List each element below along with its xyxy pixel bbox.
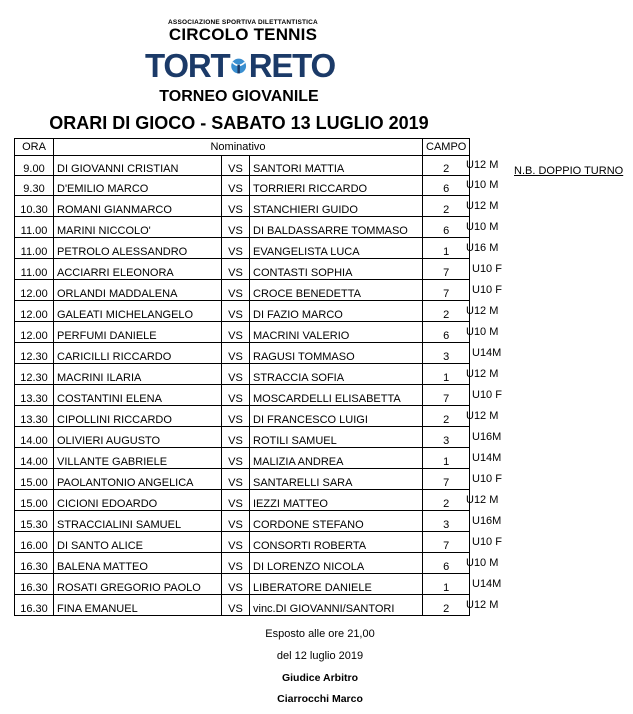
versus-label: VS bbox=[222, 595, 250, 616]
category-label: U10 F bbox=[472, 389, 502, 401]
match-time: 15.00 bbox=[15, 490, 54, 511]
category-label: U10 F bbox=[472, 284, 502, 296]
player-two: CROCE BENEDETTA bbox=[250, 280, 423, 301]
player-two: STANCHIERI GUIDO bbox=[250, 196, 423, 217]
player-two: DI FRANCESCO LUIGI bbox=[250, 406, 423, 427]
table-row bbox=[15, 322, 470, 343]
category-label: U10 M bbox=[466, 557, 499, 569]
referee-title: Giudice Arbitro bbox=[281, 672, 359, 684]
match-time: 12.00 bbox=[15, 301, 54, 322]
match-time: 15.00 bbox=[15, 469, 54, 490]
player-one: ACCIARRI ELEONORA bbox=[54, 259, 222, 280]
versus-label: VS bbox=[222, 385, 250, 406]
versus-label: VS bbox=[222, 176, 250, 196]
player-two: CONSORTI ROBERTA bbox=[250, 532, 423, 553]
category-label: U14M bbox=[472, 347, 502, 359]
court-number: 2 bbox=[423, 595, 470, 616]
player-two: TORRIERI RICCARDO bbox=[250, 176, 423, 196]
table-row bbox=[15, 176, 470, 196]
logo-text-right: RETO bbox=[248, 47, 335, 84]
logo-text-left: TORT bbox=[145, 47, 230, 84]
table-row bbox=[15, 448, 470, 469]
table-row bbox=[15, 490, 470, 511]
versus-label: VS bbox=[222, 301, 250, 322]
category-label: U10 F bbox=[472, 473, 502, 485]
versus-label: VS bbox=[222, 511, 250, 532]
versus-label: VS bbox=[222, 448, 250, 469]
court-number: 7 bbox=[423, 280, 470, 301]
versus-label: VS bbox=[222, 406, 250, 427]
versus-label: VS bbox=[222, 343, 250, 364]
court-number: 1 bbox=[423, 574, 470, 595]
table-header-row bbox=[15, 139, 470, 156]
category-label: U10 F bbox=[472, 263, 502, 275]
court-number: 1 bbox=[423, 448, 470, 469]
category-label: U10 M bbox=[466, 326, 499, 338]
match-time: 10.30 bbox=[15, 196, 54, 217]
versus-label: VS bbox=[222, 322, 250, 343]
category-label: U14M bbox=[472, 578, 502, 590]
player-one: CIPOLLINI RICCARDO bbox=[54, 406, 222, 427]
tennis-ball-icon bbox=[230, 52, 247, 80]
match-time: 16.30 bbox=[15, 574, 54, 595]
page-subtitle: ORARI DI GIOCO - SABATO 13 LUGLIO 2019 bbox=[49, 113, 429, 133]
player-two: DI LORENZO NICOLA bbox=[250, 553, 423, 574]
versus-label: VS bbox=[222, 156, 250, 176]
player-two: STRACCIA SOFIA bbox=[250, 364, 423, 385]
double-turn-note: N.B. DOPPIO TURNO bbox=[514, 165, 624, 177]
player-two: RAGUSI TOMMASO bbox=[250, 343, 423, 364]
category-label: U14M bbox=[472, 452, 502, 464]
player-two: SANTARELLI SARA bbox=[250, 469, 423, 490]
player-one: DI GIOVANNI CRISTIAN bbox=[54, 156, 222, 176]
match-time: 11.00 bbox=[15, 238, 54, 259]
court-number: 2 bbox=[423, 196, 470, 217]
match-time: 9.00 bbox=[15, 156, 54, 176]
player-two: MALIZIA ANDREA bbox=[250, 448, 423, 469]
table-row bbox=[15, 364, 470, 385]
player-one: MACRINI ILARIA bbox=[54, 364, 222, 385]
court-number: 7 bbox=[423, 532, 470, 553]
club-name: CIRCOLO TENNIS bbox=[168, 25, 318, 44]
table-row bbox=[15, 595, 470, 616]
category-label: U12 M bbox=[466, 368, 499, 380]
player-one: COSTANTINI ELENA bbox=[54, 385, 222, 406]
match-time: 12.00 bbox=[15, 280, 54, 301]
table-row bbox=[15, 280, 470, 301]
category-label: U12 M bbox=[466, 305, 499, 317]
player-two: MOSCARDELLI ELISABETTA bbox=[250, 385, 423, 406]
match-time: 16.30 bbox=[15, 553, 54, 574]
match-time: 15.30 bbox=[15, 511, 54, 532]
match-time: 11.00 bbox=[15, 259, 54, 280]
player-two: MACRINI VALERIO bbox=[250, 322, 423, 343]
match-time: 16.00 bbox=[15, 532, 54, 553]
category-label: U10 M bbox=[466, 179, 499, 191]
versus-label: VS bbox=[222, 259, 250, 280]
versus-label: VS bbox=[222, 196, 250, 217]
category-label: U12 M bbox=[466, 494, 499, 506]
court-number: 6 bbox=[423, 176, 470, 196]
match-time: 12.30 bbox=[15, 364, 54, 385]
versus-label: VS bbox=[222, 574, 250, 595]
player-one: PETROLO ALESSANDRO bbox=[54, 238, 222, 259]
versus-label: VS bbox=[222, 238, 250, 259]
table-row bbox=[15, 343, 470, 364]
table-row bbox=[15, 406, 470, 427]
match-time: 13.30 bbox=[15, 406, 54, 427]
category-label: U10 F bbox=[472, 536, 502, 548]
court-number: 6 bbox=[423, 217, 470, 238]
versus-label: VS bbox=[222, 490, 250, 511]
match-time: 13.30 bbox=[15, 385, 54, 406]
court-number: 7 bbox=[423, 469, 470, 490]
category-label: U12 M bbox=[466, 159, 499, 171]
player-one: MARINI NICCOLO' bbox=[54, 217, 222, 238]
court-number: 1 bbox=[423, 238, 470, 259]
court-number: 2 bbox=[423, 301, 470, 322]
table-row bbox=[15, 196, 470, 217]
exposed-date: del 12 luglio 2019 bbox=[276, 650, 364, 662]
court-number: 7 bbox=[423, 385, 470, 406]
club-logo bbox=[145, 46, 335, 86]
versus-label: VS bbox=[222, 280, 250, 301]
versus-label: VS bbox=[222, 553, 250, 574]
category-label: U12 M bbox=[466, 410, 499, 422]
player-two: EVANGELISTA LUCA bbox=[250, 238, 423, 259]
player-two: CORDONE STEFANO bbox=[250, 511, 423, 532]
table-row bbox=[15, 259, 470, 280]
player-one: CICIONI EDOARDO bbox=[54, 490, 222, 511]
table-row bbox=[15, 532, 470, 553]
match-time: 12.00 bbox=[15, 322, 54, 343]
player-two: vinc.DI GIOVANNI/SANTORI bbox=[250, 595, 423, 616]
player-two: SANTORI MATTIA bbox=[250, 156, 423, 176]
player-two: IEZZI MATTEO bbox=[250, 490, 423, 511]
player-one: D'EMILIO MARCO bbox=[54, 176, 222, 196]
table-row bbox=[15, 574, 470, 595]
match-time: 12.30 bbox=[15, 343, 54, 364]
court-number: 3 bbox=[423, 427, 470, 448]
table-row bbox=[15, 238, 470, 259]
referee-name: Ciarrocchi Marco bbox=[277, 693, 363, 705]
header-time: ORA bbox=[15, 139, 54, 156]
court-number: 7 bbox=[423, 259, 470, 280]
exposed-time: Esposto alle ore 21,00 bbox=[265, 628, 375, 640]
match-time: 16.30 bbox=[15, 595, 54, 616]
player-one: VILLANTE GABRIELE bbox=[54, 448, 222, 469]
player-one: GALEATI MICHELANGELO bbox=[54, 301, 222, 322]
category-label: U12 M bbox=[466, 599, 499, 611]
table-row bbox=[15, 156, 470, 176]
court-number: 2 bbox=[423, 156, 470, 176]
table-row bbox=[15, 511, 470, 532]
page-title: TORNEO GIOVANILE bbox=[159, 88, 319, 105]
player-one: ORLANDI MADDALENA bbox=[54, 280, 222, 301]
category-label: U10 M bbox=[466, 221, 499, 233]
court-number: 6 bbox=[423, 553, 470, 574]
court-number: 3 bbox=[423, 343, 470, 364]
table-row bbox=[15, 217, 470, 238]
court-number: 6 bbox=[423, 322, 470, 343]
player-two: LIBERATORE DANIELE bbox=[250, 574, 423, 595]
player-one: OLIVIERI AUGUSTO bbox=[54, 427, 222, 448]
player-one: CARICILLI RICCARDO bbox=[54, 343, 222, 364]
header-court: CAMPO bbox=[423, 139, 470, 156]
versus-label: VS bbox=[222, 364, 250, 385]
header-names: Nominativo bbox=[54, 139, 423, 156]
player-one: ROSATI GREGORIO PAOLO bbox=[54, 574, 222, 595]
court-number: 1 bbox=[423, 364, 470, 385]
player-two: DI FAZIO MARCO bbox=[250, 301, 423, 322]
table-row bbox=[15, 301, 470, 322]
table-row bbox=[15, 385, 470, 406]
player-one: DI SANTO ALICE bbox=[54, 532, 222, 553]
court-number: 3 bbox=[423, 511, 470, 532]
table-row bbox=[15, 553, 470, 574]
player-two: DI BALDASSARRE TOMMASO bbox=[250, 217, 423, 238]
versus-label: VS bbox=[222, 217, 250, 238]
category-label: U16M bbox=[472, 515, 502, 527]
schedule-table bbox=[14, 138, 470, 616]
versus-label: VS bbox=[222, 427, 250, 448]
table-row bbox=[15, 427, 470, 448]
player-one: PAOLANTONIO ANGELICA bbox=[54, 469, 222, 490]
category-label: U16 M bbox=[466, 242, 499, 254]
category-label: U16M bbox=[472, 431, 502, 443]
player-one: PERFUMI DANIELE bbox=[54, 322, 222, 343]
match-time: 14.00 bbox=[15, 427, 54, 448]
match-time: 14.00 bbox=[15, 448, 54, 469]
player-one: ROMANI GIANMARCO bbox=[54, 196, 222, 217]
versus-label: VS bbox=[222, 532, 250, 553]
association-name: ASSOCIAZIONE SPORTIVA DILETTANTISTICA bbox=[168, 19, 318, 26]
versus-label: VS bbox=[222, 469, 250, 490]
player-two: ROTILI SAMUEL bbox=[250, 427, 423, 448]
court-number: 2 bbox=[423, 490, 470, 511]
match-time: 9.30 bbox=[15, 176, 54, 196]
player-one: FINA EMANUEL bbox=[54, 595, 222, 616]
player-one: BALENA MATTEO bbox=[54, 553, 222, 574]
table-row bbox=[15, 469, 470, 490]
court-number: 2 bbox=[423, 406, 470, 427]
player-two: CONTASTI SOPHIA bbox=[250, 259, 423, 280]
match-time: 11.00 bbox=[15, 217, 54, 238]
player-one: STRACCIALINI SAMUEL bbox=[54, 511, 222, 532]
category-label: U12 M bbox=[466, 200, 499, 212]
